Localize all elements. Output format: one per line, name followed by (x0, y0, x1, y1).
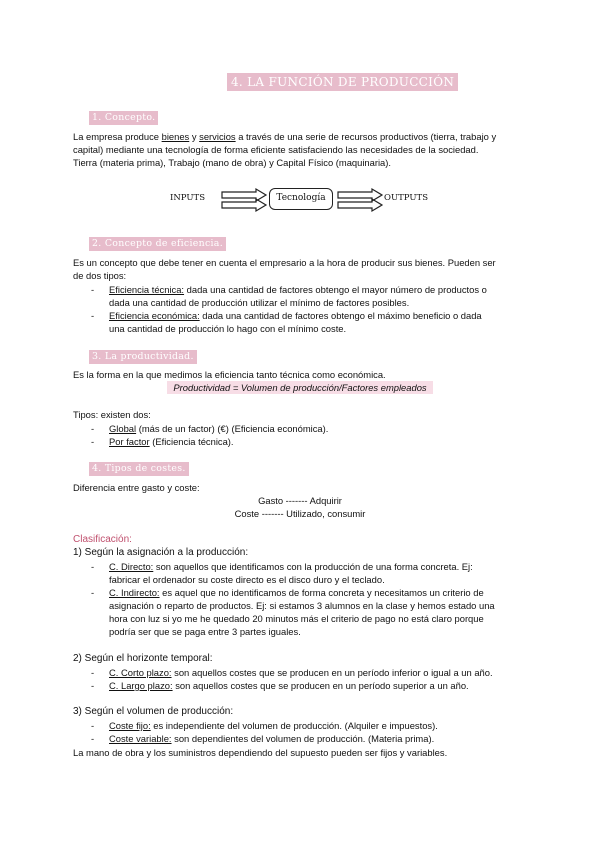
section-heading-productividad: 3. La productividad. (89, 350, 197, 364)
section-heading-concepto: 1. Concepto. (89, 111, 158, 125)
paragraph-line: La mano de obra y los suministros dependiendo del supuesto pueden ser fijos y variables. (73, 747, 448, 758)
inputs-label: INPUTS (170, 193, 206, 203)
section-heading-costes: 4. Tipos de costes. (89, 462, 189, 476)
list-item-continuation: dada una cantidad de producción utilizar el mínimo de factores posibles. (109, 297, 410, 308)
double-arrow-icon (220, 187, 268, 213)
list-item-continuation: hora con luz si yo me he quedado 20 minutos más el criterio de pago no está claro porque (109, 613, 484, 624)
list-item-continuation: asignación o reparto de productos. Ej: si estamos 3 alumnos en la clase y hemos estado una (109, 600, 495, 611)
production-diagram (170, 184, 440, 218)
paragraph-line: Tierra (materia prima), Trabajo (mano de obra) y Capital Físico (maquinaria). (73, 157, 391, 168)
technology-box: Tecnología (269, 188, 333, 210)
underlined-term: bienes (161, 131, 190, 142)
paragraph-line: de dos tipos: (73, 270, 127, 281)
underlined-term: servicios (199, 131, 236, 142)
list-item-continuation: podría ser que se paga entre 3 partes iguales. (109, 626, 301, 637)
gasto-line: Gasto ------- Adquirir (258, 495, 342, 506)
clasificacion-heading: Clasificación: (73, 534, 132, 545)
paragraph-line: Diferencia entre gasto y coste: (73, 482, 200, 493)
list-item-continuation: fabricar el ordenador su coste directo es el disco duro y el teclado. (109, 574, 385, 585)
paragraph-line: Es un concepto que debe tener en cuenta el empresario a la hora de producir sus bienes. Pueden ser (73, 257, 496, 268)
list-item-continuation: una cantidad de producción lo hago con el mínimo coste. (109, 323, 347, 334)
productivity-formula: Productividad = Volumen de producción/Factores empleados (167, 381, 432, 394)
section-heading-eficiencia: 2. Concepto de eficiencia. (89, 237, 226, 251)
outputs-label: OUTPUTS (384, 193, 429, 203)
coste-line: Coste ------- Utilizado, consumir (234, 508, 366, 519)
subsection-heading: 1) Según la asignación a la producción: (73, 547, 249, 558)
double-arrow-icon (336, 187, 384, 213)
page-title: 4. LA FUNCIÓN DE PRODUCCIÓN (227, 73, 458, 91)
subsection-heading: 3) Según el volumen de producción: (73, 706, 234, 717)
paragraph-line: La empresa produce bienes y servicios a través de una serie de recursos productivos (tierra, trabajo y (73, 131, 497, 142)
paragraph-line: Es la forma en la que medimos la eficiencia tanto técnica como económica. (73, 369, 386, 380)
paragraph-line: Tipos: existen dos: (73, 409, 151, 420)
subsection-heading: 2) Según el horizonte temporal: (73, 653, 213, 664)
document-page: 4. LA FUNCIÓN DE PRODUCCIÓN 1. Concepto. La empresa produce bienes y servicios a través de una serie de recursos productivos (tierra, trabajo y capital) mediante una tecnología de forma eficiente satisfaciendo las necesidades de la sociedad. Tierra (materia prima), Trabajo (mano de obra) y Capital Físico (maquinaria). INPUTS Tecnología OUTPUTS 2. Concepto de eficiencia. Es un concepto que debe tener en cuenta el empresario a la hora de producir sus bienes. Pueden ser de dos tipos: - Eficiencia técnica: dada una cantidad de factores obtengo el mayor número de productos o dada una cantidad de producción utilizar el mínimo de factores posibles. - Eficiencia económica: dada una cantidad de factores obtengo el máximo beneficio o dada una cantidad de producción lo hago con el mínimo coste. 3. La productividad. Es la forma en la que medimos la eficiencia tanto técnica como económica. Productividad = Volumen de producción/Factores empleados Tipos: existen dos: - Global (más de un factor) (€) (Eficiencia económica). - Por factor (Eficiencia técnica). 4. Tipos de costes. Diferencia entre gasto y coste: Gasto ------- Adquirir Coste ------- Utilizado, consumir Clasificación: 1) Según la asignación a la producción: - C. Directo: son aquellos que identificamos con la producción de una forma concreta. Ej: fabricar el ordenador su coste directo es el disco duro y el teclado. - C. Indirecto: es aquel que no identificamos de forma concreta y necesitamos un criterio de asignación o reparto de productos. Ej: si estamos 3 alumnos en la clase y hemos estado una hora con luz si yo me he quedado 20 minutos más el criterio de pago no está claro porque podría ser que se paga entre 3 partes iguales. 2) Según el horizonte temporal: - C. Corto plazo: son aquellos costes que se producen en un período inferior o igual a un año. - C. Largo plazo: son aquellos costes que se producen en un período superior a un año. 3) Según el volumen de producción: - Coste fijo: es independiente del volumen de producción. (Alquiler e impuestos). - Coste variable: son dependientes del volumen de producción. (Materia prima). La mano de obra y los suministros dependiendo del supuesto pueden ser fijos y variables. (0, 0, 600, 848)
paragraph-line: capital) mediante una tecnología de forma eficiente satisfaciendo las necesidades de la sociedad. (73, 144, 479, 155)
formula-line (0, 381, 600, 394)
